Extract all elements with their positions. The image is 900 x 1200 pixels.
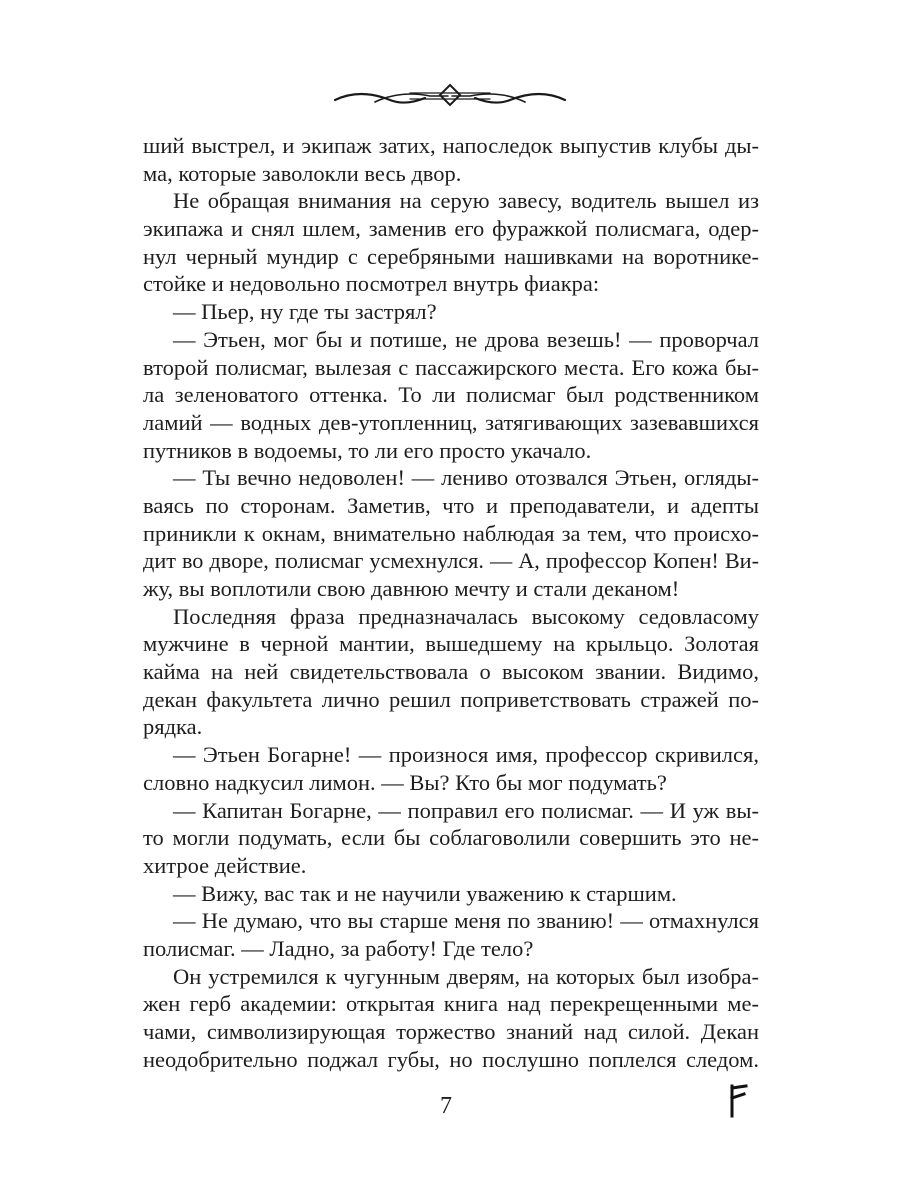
text-line: ламий — водных дев-утопленниц, затягивающих зазевавшихся	[143, 409, 759, 435]
text-line: второй полисмаг, вылезая с пассажирского места. Его кожа бы-	[143, 354, 759, 380]
text-line: жу, вы воплотили свою давнюю мечту и стали деканом!	[143, 576, 680, 601]
text-line: словно надкусил лимон. — Вы? Кто бы мог подумать?	[143, 769, 667, 795]
text-line: стойке и недовольно посмотрел внутрь фиакра:	[143, 271, 600, 297]
text-line: декан факультета лично решил поприветствовать стражей по-	[143, 686, 759, 712]
text-line: ма, которые заволокли весь двор.	[143, 160, 462, 186]
text-line: — Не думаю, что вы старше меня по званию! — отмахнулся	[173, 908, 759, 934]
text-line: — Вижу, вас так и не научили уважению к старшим.	[173, 880, 677, 906]
text-line: Не обращая внимания на серую завесу, водитель вышел из	[173, 188, 759, 214]
text-line: — Этьен, мог бы и потише, не дрова везешь! — проворчал	[173, 326, 759, 352]
text-line: ший выстрел, и экипаж затих, напоследок выпустив клубы ды-	[143, 133, 759, 158]
text-line: хитрое действие.	[143, 852, 307, 878]
text-line: экипажа и снял шлем, заменив его фуражкой полисмага, одер-	[143, 216, 759, 242]
text-line: — Ты вечно недоволен! — лениво отозвался Этьен, огляды-	[173, 465, 759, 491]
text-line: кайма на ней свидетельствовала о высоком звании. Видимо,	[143, 659, 759, 685]
text-line: чами, символизирующая торжество знаний над силой. Декан	[143, 1019, 759, 1044]
text-line: полисмаг. — Ладно, за работу! Где тело?	[143, 935, 534, 961]
text-line: — Капитан Богарне, — поправил его полисмаг. — И уж вы-	[173, 797, 759, 823]
text-line: — Этьен Богарне! — произнося имя, профессор скривился,	[173, 742, 759, 768]
text-line: приникли к окнам, внимательно наблюдая за тем, что происхо-	[143, 520, 759, 546]
text-line: ла зеленоватого оттенка. То ли полисмаг был родственником	[143, 382, 759, 408]
text-line: — Пьер, ну где ты застрял?	[173, 299, 437, 325]
text-line: жен герб академии: открытая книга над перекрещенными ме-	[143, 991, 759, 1017]
text-line: то могли подумать, если бы соблаговолили совершить это не-	[143, 825, 759, 851]
text-line: дит во дворе, полисмаг усмехнулся. — А, профессор Копен! Ви-	[143, 548, 759, 574]
text-line: неодобрительно поджал губы, но послушно поплелся следом.	[143, 1046, 759, 1072]
text-line: нул черный мундир с серебряными нашивками на воротнике-	[143, 243, 759, 269]
text-line: Последняя фраза предназначалась высокому седовласому	[173, 603, 759, 629]
page-number: 7	[440, 1093, 452, 1119]
text-line: рядка.	[143, 714, 203, 740]
rune-fehu-mark-icon	[728, 1084, 750, 1118]
ornament-flourish-icon	[330, 80, 570, 110]
text-line: путников в водоемы, то ли его просто укачало.	[143, 437, 592, 463]
body-text	[143, 132, 759, 1073]
text-line: ваясь по сторонам. Заметив, что и преподаватели, и адепты	[143, 492, 759, 518]
text-line: мужчине в черной мантии, вышедшему на крыльцо. Золотая	[143, 631, 759, 657]
text-line: Он устремился к чугунным дверям, на которых был изобра-	[173, 963, 759, 989]
